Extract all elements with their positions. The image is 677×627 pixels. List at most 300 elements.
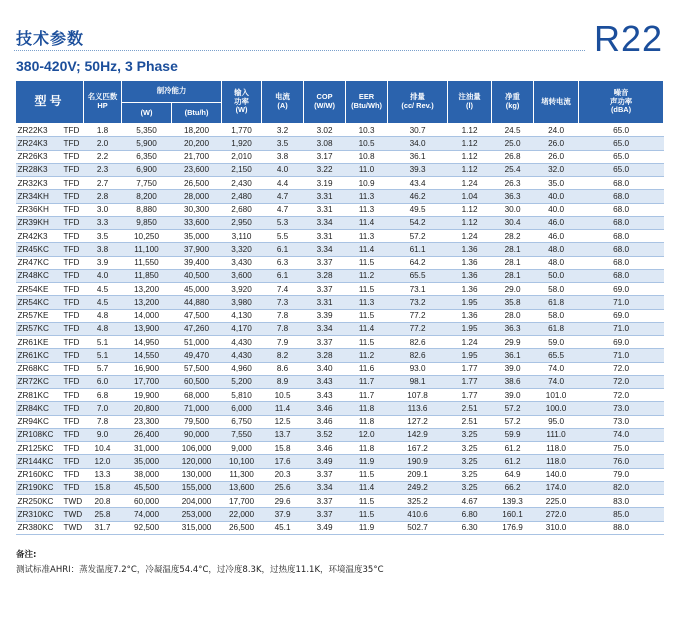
cell-oil: 1.36: [448, 309, 492, 322]
table-row: [16, 230, 664, 243]
cell-noise: 68.0: [579, 230, 664, 243]
header-model: 型号: [16, 81, 84, 124]
cell-cop: 3.37: [304, 256, 346, 269]
cell-power: 13,600: [222, 481, 262, 494]
cell-hp: 6.8: [84, 389, 122, 402]
cell-cool-btu: 39,400: [172, 256, 222, 269]
cell-eer: 11.4: [346, 481, 388, 494]
header-current: 电流 (A): [262, 81, 304, 124]
cell-eer: 11.7: [346, 389, 388, 402]
cell-hp: 4.0: [84, 269, 122, 282]
cell-cop: 3.37: [304, 336, 346, 349]
cell-cool-w: 8,200: [122, 190, 172, 203]
cell-lra: 101.0: [534, 389, 579, 402]
cell-model: ZR68KC: [16, 362, 62, 375]
cell-current: 6.1: [262, 243, 304, 256]
cell-phase: TWD: [62, 495, 84, 508]
cell-power: 7,550: [222, 428, 262, 441]
cell-cool-btu: 47,260: [172, 322, 222, 335]
cell-eer: 11.5: [346, 309, 388, 322]
cell-lra: 26.0: [534, 137, 579, 150]
cell-cool-w: 6,350: [122, 150, 172, 163]
cell-noise: 65.0: [579, 137, 664, 150]
cell-noise: 79.0: [579, 468, 664, 481]
cell-phase: TWD: [62, 508, 84, 521]
table-row: [16, 362, 664, 375]
cell-model: ZR61KE: [16, 336, 62, 349]
cell-noise: 75.0: [579, 442, 664, 455]
cell-model: ZR24K3: [16, 137, 62, 150]
cell-eer: 11.6: [346, 362, 388, 375]
cell-oil: 2.51: [448, 402, 492, 415]
cell-lra: 48.0: [534, 256, 579, 269]
cell-cop: 3.34: [304, 322, 346, 335]
cell-oil: 1.24: [448, 177, 492, 190]
cell-displacement: 93.0: [388, 362, 448, 375]
cell-phase: TFD: [62, 124, 84, 137]
cell-current: 37.9: [262, 508, 304, 521]
cell-displacement: 502.7: [388, 521, 448, 534]
cell-cop: 3.49: [304, 455, 346, 468]
cell-cool-btu: 18,200: [172, 124, 222, 137]
cell-phase: TFD: [62, 349, 84, 362]
cell-cool-btu: 120,000: [172, 455, 222, 468]
cell-power: 4,130: [222, 309, 262, 322]
cell-weight: 36.3: [492, 190, 534, 203]
cell-oil: 6.80: [448, 508, 492, 521]
cell-model: ZR39KH: [16, 216, 62, 229]
cell-lra: 58.0: [534, 309, 579, 322]
cell-cool-w: 11,850: [122, 269, 172, 282]
cell-model: ZR54KE: [16, 283, 62, 296]
cell-phase: TFD: [62, 402, 84, 415]
cell-weight: 66.2: [492, 481, 534, 494]
cell-power: 17,700: [222, 495, 262, 508]
cell-model: ZR84KC: [16, 402, 62, 415]
cell-current: 3.8: [262, 150, 304, 163]
cell-cool-w: 74,000: [122, 508, 172, 521]
cell-power: 5,810: [222, 389, 262, 402]
cell-current: 15.8: [262, 442, 304, 455]
cell-power: 1,920: [222, 137, 262, 150]
cell-eer: 11.9: [346, 455, 388, 468]
cell-power: 10,100: [222, 455, 262, 468]
cell-cop: 3.46: [304, 442, 346, 455]
cell-power: 4,170: [222, 322, 262, 335]
cell-noise: 83.0: [579, 495, 664, 508]
cell-lra: 46.0: [534, 216, 579, 229]
cell-cop: 3.28: [304, 349, 346, 362]
cell-current: 8.9: [262, 375, 304, 388]
cell-weight: 28.2: [492, 230, 534, 243]
cell-eer: 11.5: [346, 495, 388, 508]
table-row: [16, 309, 664, 322]
table-row: [16, 336, 664, 349]
cell-oil: 1.12: [448, 163, 492, 176]
cell-weight: 160.1: [492, 508, 534, 521]
cell-cool-w: 11,550: [122, 256, 172, 269]
cell-displacement: 77.2: [388, 322, 448, 335]
cell-cop: 3.40: [304, 362, 346, 375]
cell-noise: 88.0: [579, 521, 664, 534]
cell-phase: TFD: [62, 309, 84, 322]
cell-lra: 46.0: [534, 230, 579, 243]
cell-eer: 10.8: [346, 150, 388, 163]
cell-displacement: 107.8: [388, 389, 448, 402]
cell-cool-w: 11,100: [122, 243, 172, 256]
cell-weight: 24.5: [492, 124, 534, 137]
cell-lra: 74.0: [534, 375, 579, 388]
cell-phase: TFD: [62, 269, 84, 282]
cell-cop: 3.46: [304, 415, 346, 428]
cell-eer: 10.5: [346, 137, 388, 150]
cell-power: 2,010: [222, 150, 262, 163]
table-row: [16, 428, 664, 441]
cell-cool-btu: 40,500: [172, 269, 222, 282]
cell-displacement: 39.3: [388, 163, 448, 176]
cell-cool-w: 10,250: [122, 230, 172, 243]
cell-noise: 72.0: [579, 389, 664, 402]
cell-power: 5,200: [222, 375, 262, 388]
cell-displacement: 73.1: [388, 283, 448, 296]
cell-weight: 28.1: [492, 243, 534, 256]
cell-phase: TFD: [62, 336, 84, 349]
cell-cool-w: 26,400: [122, 428, 172, 441]
cell-power: 2,950: [222, 216, 262, 229]
cell-weight: 39.0: [492, 362, 534, 375]
cell-cool-btu: 37,900: [172, 243, 222, 256]
cell-power: 1,770: [222, 124, 262, 137]
cell-lra: 32.0: [534, 163, 579, 176]
cell-cop: 3.52: [304, 428, 346, 441]
cell-weight: 176.9: [492, 521, 534, 534]
cell-cool-w: 13,900: [122, 322, 172, 335]
cell-phase: TFD: [62, 362, 84, 375]
cell-current: 8.2: [262, 349, 304, 362]
cell-weight: 36.3: [492, 322, 534, 335]
cell-hp: 2.8: [84, 190, 122, 203]
cell-weight: 61.2: [492, 442, 534, 455]
cell-cop: 3.22: [304, 163, 346, 176]
table-row: [16, 481, 664, 494]
cell-model: ZR48KC: [16, 269, 62, 282]
cell-cool-btu: 28,000: [172, 190, 222, 203]
cell-oil: 4.67: [448, 495, 492, 508]
cell-phase: TFD: [62, 415, 84, 428]
cell-model: ZR108KC: [16, 428, 62, 441]
cell-weight: 29.9: [492, 336, 534, 349]
cell-lra: 24.0: [534, 124, 579, 137]
cell-oil: 1.12: [448, 137, 492, 150]
cell-model: ZR57KE: [16, 309, 62, 322]
cell-hp: 31.7: [84, 521, 122, 534]
cell-hp: 9.0: [84, 428, 122, 441]
cell-power: 4,430: [222, 336, 262, 349]
cell-cool-btu: 315,000: [172, 521, 222, 534]
cell-cool-w: 13,200: [122, 296, 172, 309]
cell-model: ZR310KC: [16, 508, 62, 521]
cell-lra: 40.0: [534, 203, 579, 216]
cell-power: 3,600: [222, 269, 262, 282]
cell-hp: 1.8: [84, 124, 122, 137]
cell-hp: 12.0: [84, 455, 122, 468]
cell-eer: 11.8: [346, 415, 388, 428]
table-row: [16, 521, 664, 534]
cell-noise: 65.0: [579, 150, 664, 163]
cell-cool-w: 14,550: [122, 349, 172, 362]
cell-current: 7.9: [262, 336, 304, 349]
cell-model: ZR160KC: [16, 468, 62, 481]
cell-eer: 12.0: [346, 428, 388, 441]
cell-displacement: 46.2: [388, 190, 448, 203]
cell-cool-btu: 35,000: [172, 230, 222, 243]
cell-current: 5.5: [262, 230, 304, 243]
cell-oil: 1.95: [448, 322, 492, 335]
cell-noise: 69.0: [579, 336, 664, 349]
cell-noise: 71.0: [579, 349, 664, 362]
table-row: [16, 190, 664, 203]
table-row: [16, 283, 664, 296]
cell-weight: 59.9: [492, 428, 534, 441]
cell-cool-w: 60,000: [122, 495, 172, 508]
cell-phase: TFD: [62, 283, 84, 296]
cell-lra: 61.8: [534, 322, 579, 335]
cell-displacement: 113.6: [388, 402, 448, 415]
cell-lra: 48.0: [534, 243, 579, 256]
cell-lra: 65.5: [534, 349, 579, 362]
cell-weight: 38.6: [492, 375, 534, 388]
cell-displacement: 249.2: [388, 481, 448, 494]
cell-oil: 1.36: [448, 283, 492, 296]
cell-current: 3.2: [262, 124, 304, 137]
cell-eer: 11.4: [346, 322, 388, 335]
cell-oil: 1.12: [448, 203, 492, 216]
cell-hp: 13.3: [84, 468, 122, 481]
cell-cop: 3.37: [304, 283, 346, 296]
cell-displacement: 30.7: [388, 124, 448, 137]
cell-cool-w: 35,000: [122, 455, 172, 468]
cell-cop: 3.31: [304, 230, 346, 243]
cell-model: ZR28K3: [16, 163, 62, 176]
table-row: [16, 349, 664, 362]
cell-power: 3,320: [222, 243, 262, 256]
cell-noise: 71.0: [579, 296, 664, 309]
cell-cool-btu: 30,300: [172, 203, 222, 216]
cell-model: ZR32K3: [16, 177, 62, 190]
cell-power: 3,430: [222, 256, 262, 269]
cell-power: 22,000: [222, 508, 262, 521]
cell-cop: 3.34: [304, 243, 346, 256]
cell-phase: TFD: [62, 163, 84, 176]
table-row: [16, 269, 664, 282]
cell-hp: 7.0: [84, 402, 122, 415]
cell-noise: 68.0: [579, 190, 664, 203]
header-cooling: 制冷能力: [122, 81, 222, 103]
cell-model: ZR26K3: [16, 150, 62, 163]
cell-lra: 118.0: [534, 442, 579, 455]
cell-noise: 68.0: [579, 216, 664, 229]
table-row: [16, 163, 664, 176]
cell-weight: 25.0: [492, 137, 534, 150]
cell-displacement: 325.2: [388, 495, 448, 508]
cell-current: 5.3: [262, 216, 304, 229]
cell-current: 4.7: [262, 203, 304, 216]
cell-eer: 11.2: [346, 269, 388, 282]
cell-hp: 3.0: [84, 203, 122, 216]
page-title: 技术参数: [16, 29, 85, 48]
cell-current: 3.5: [262, 137, 304, 150]
cell-noise: 82.0: [579, 481, 664, 494]
cell-oil: 1.36: [448, 269, 492, 282]
cell-cool-btu: 68,000: [172, 389, 222, 402]
cell-cool-w: 5,350: [122, 124, 172, 137]
cell-hp: 4.8: [84, 309, 122, 322]
cell-oil: 1.24: [448, 336, 492, 349]
cell-phase: TFD: [62, 203, 84, 216]
cell-cool-w: 16,900: [122, 362, 172, 375]
cell-weight: 28.1: [492, 256, 534, 269]
header-cop: COP (W/W): [304, 81, 346, 124]
cell-lra: 35.0: [534, 177, 579, 190]
cell-hp: 2.2: [84, 150, 122, 163]
cell-eer: 11.2: [346, 349, 388, 362]
table-row: [16, 442, 664, 455]
cell-model: ZR94KC: [16, 415, 62, 428]
cell-cool-btu: 155,000: [172, 481, 222, 494]
cell-phase: TFD: [62, 389, 84, 402]
cell-current: 6.3: [262, 256, 304, 269]
notes-line: 测试标准AHRI：蒸发温度7.2°C，冷凝温度54.4°C，过冷度8.3K，过热度11.1K，环境温度35°C: [16, 565, 384, 575]
header-cooling-btu: (Btu/h): [172, 103, 222, 124]
cell-hp: 25.8: [84, 508, 122, 521]
cell-current: 17.6: [262, 455, 304, 468]
table-row: [16, 216, 664, 229]
cell-weight: 61.2: [492, 455, 534, 468]
cell-cool-w: 92,500: [122, 521, 172, 534]
cell-displacement: 57.2: [388, 230, 448, 243]
header-weight: 净重 (kg): [492, 81, 534, 124]
cell-weight: 30.0: [492, 203, 534, 216]
cell-current: 7.4: [262, 283, 304, 296]
cell-hp: 7.8: [84, 415, 122, 428]
cell-weight: 35.8: [492, 296, 534, 309]
cell-hp: 2.3: [84, 163, 122, 176]
cell-phase: TFD: [62, 322, 84, 335]
header-divider: [14, 50, 585, 51]
cell-weight: 26.3: [492, 177, 534, 190]
cell-model: ZR47KC: [16, 256, 62, 269]
cell-hp: 5.1: [84, 349, 122, 362]
cell-cool-w: 9,850: [122, 216, 172, 229]
cell-power: 11,300: [222, 468, 262, 481]
cell-cool-btu: 49,470: [172, 349, 222, 362]
cell-hp: 15.8: [84, 481, 122, 494]
cell-noise: 69.0: [579, 309, 664, 322]
cell-noise: 68.0: [579, 177, 664, 190]
table-row: [16, 256, 664, 269]
cell-cool-w: 19,900: [122, 389, 172, 402]
cell-phase: TWD: [62, 521, 84, 534]
cell-model: ZR72KC: [16, 375, 62, 388]
cell-current: 4.7: [262, 190, 304, 203]
cell-hp: 3.3: [84, 216, 122, 229]
cell-lra: 100.0: [534, 402, 579, 415]
cell-phase: TFD: [62, 375, 84, 388]
cell-model: ZR22K3: [16, 124, 62, 137]
cell-model: ZR42K3: [16, 230, 62, 243]
cell-displacement: 34.0: [388, 137, 448, 150]
cell-eer: 11.3: [346, 230, 388, 243]
cell-cool-w: 14,000: [122, 309, 172, 322]
header-cooling-w: (W): [122, 103, 172, 124]
cell-phase: TFD: [62, 230, 84, 243]
cell-cool-w: 31,000: [122, 442, 172, 455]
cell-cop: 3.43: [304, 375, 346, 388]
cell-power: 2,680: [222, 203, 262, 216]
cell-displacement: 43.4: [388, 177, 448, 190]
cell-oil: 1.12: [448, 150, 492, 163]
cell-displacement: 54.2: [388, 216, 448, 229]
cell-current: 8.6: [262, 362, 304, 375]
cell-weight: 30.4: [492, 216, 534, 229]
cell-current: 10.5: [262, 389, 304, 402]
cell-noise: 65.0: [579, 124, 664, 137]
header-eer: EER (Btu/Wh): [346, 81, 388, 124]
cell-displacement: 64.2: [388, 256, 448, 269]
cell-phase: TFD: [62, 455, 84, 468]
cell-displacement: 209.1: [388, 468, 448, 481]
table-row: [16, 402, 664, 415]
cell-lra: 59.0: [534, 336, 579, 349]
cell-eer: 11.5: [346, 283, 388, 296]
cell-phase: TFD: [62, 177, 84, 190]
cell-current: 4.0: [262, 163, 304, 176]
cell-current: 20.3: [262, 468, 304, 481]
cell-noise: 73.0: [579, 415, 664, 428]
cell-eer: 11.4: [346, 216, 388, 229]
power-supply-subtitle: 380-420V; 50Hz, 3 Phase: [16, 58, 178, 74]
header-oil: 注油量 (l): [448, 81, 492, 124]
cell-eer: 10.9: [346, 177, 388, 190]
cell-displacement: 82.6: [388, 336, 448, 349]
cell-weight: 36.1: [492, 349, 534, 362]
cell-cool-w: 5,900: [122, 137, 172, 150]
cell-cool-w: 14,950: [122, 336, 172, 349]
cell-current: 29.6: [262, 495, 304, 508]
cell-lra: 174.0: [534, 481, 579, 494]
cell-current: 13.7: [262, 428, 304, 441]
cell-displacement: 127.2: [388, 415, 448, 428]
cell-weight: 64.9: [492, 468, 534, 481]
cell-model: ZR45KC: [16, 243, 62, 256]
cell-phase: TFD: [62, 137, 84, 150]
cell-current: 12.5: [262, 415, 304, 428]
cell-lra: 225.0: [534, 495, 579, 508]
cell-noise: 68.0: [579, 243, 664, 256]
cell-lra: 74.0: [534, 362, 579, 375]
table-row: [16, 415, 664, 428]
cell-phase: TFD: [62, 243, 84, 256]
cell-model: ZR34KH: [16, 190, 62, 203]
cell-cool-btu: 33,600: [172, 216, 222, 229]
header-hp: 名义匹数 HP: [84, 81, 122, 124]
cell-lra: 140.0: [534, 468, 579, 481]
cell-phase: TFD: [62, 216, 84, 229]
cell-cop: 3.49: [304, 521, 346, 534]
cell-lra: 61.8: [534, 296, 579, 309]
cell-model: ZR61KC: [16, 349, 62, 362]
cell-oil: 1.95: [448, 349, 492, 362]
